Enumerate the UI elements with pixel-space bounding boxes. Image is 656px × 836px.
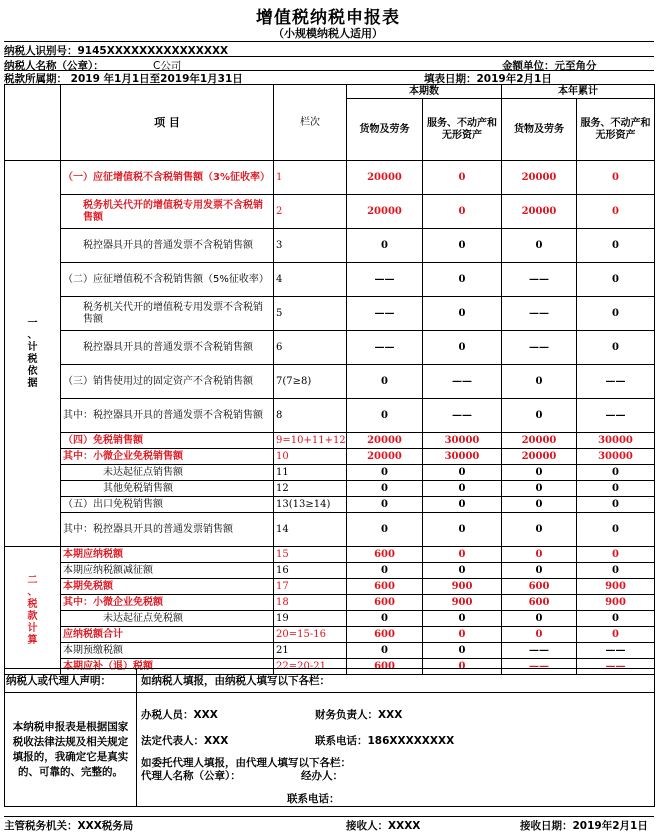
row-item-label: 其中：小微企业免税销售额	[61, 449, 274, 465]
row-item-label: 未达起征点免税额	[61, 611, 274, 627]
current-services-value: 0	[423, 497, 502, 513]
year-goods-value: 20000	[502, 449, 577, 465]
year-goods-value: 0	[502, 465, 577, 481]
current-services-value: 0	[423, 563, 502, 579]
row-line-number: 1	[274, 161, 347, 195]
row-item-label: 本期应补（退）税额	[61, 659, 274, 675]
finance-head: 财务负责人：XXX	[315, 709, 403, 721]
current-services-value: 0	[423, 229, 502, 263]
current-goods-value: 600	[347, 659, 423, 675]
table-row	[5, 195, 655, 229]
current-goods-value: 0	[347, 643, 423, 659]
current-goods-value: 20000	[347, 161, 423, 195]
current-services-value: 0	[423, 465, 502, 481]
section-basis-label: 一 、 计 税 依 据	[5, 161, 61, 547]
year-goods-value: 20000	[502, 195, 577, 229]
row-line-number: 13(13≥14)	[274, 497, 347, 513]
row-line-number: 16	[274, 563, 347, 579]
year-services-value: 900	[577, 579, 655, 595]
current-goods-value: 0	[347, 229, 423, 263]
year-services-value: 0	[577, 547, 655, 563]
current-goods-value: 0	[347, 513, 423, 547]
year-services-value: 0	[577, 331, 655, 365]
row-item-label: 本期应纳税额减征额	[61, 563, 274, 579]
current-goods-value: 600	[347, 595, 423, 611]
current-services-value: 900	[423, 579, 502, 595]
col-header-item: 项 目	[61, 85, 274, 161]
col-header-line: 栏次	[274, 85, 347, 161]
row-item-label: 其中：税控器具开具的普通发票不含税销售额	[61, 399, 274, 433]
row-item-label: 税控器具开具的普通发票不含税销售额	[61, 331, 274, 365]
table-row	[5, 497, 655, 513]
agent-name: 代理人名称（公章）：	[141, 770, 241, 782]
current-goods-value: 20000	[347, 433, 423, 449]
row-item-label: 本期免税额	[61, 579, 274, 595]
current-services-value: 0	[423, 513, 502, 547]
taxpayer-name-label: 纳税人名称（公章）：	[4, 60, 104, 72]
row-line-number: 21	[274, 643, 347, 659]
receiver: 接收人：XXXX	[346, 820, 421, 832]
current-goods-value: 0	[347, 481, 423, 497]
current-services-value: ——	[423, 399, 502, 433]
row-item-label: 税务机关代开的增值税专用发票不含税销售额	[61, 297, 274, 331]
current-goods-value: 0	[347, 497, 423, 513]
row-item-label: （一）应征增值税不含税销售额（3%征收率）	[61, 161, 274, 195]
declaration-label: 纳税人或代理人声明：	[5, 669, 137, 693]
current-services-value: 30000	[423, 449, 502, 465]
year-goods-value: 0	[502, 513, 577, 547]
current-services-value: 0	[423, 659, 502, 675]
year-goods-value: 0	[502, 497, 577, 513]
table-row	[5, 627, 655, 643]
current-services-value: 30000	[423, 433, 502, 449]
year-goods-value: 600	[502, 579, 577, 595]
row-item-label: （四）免税销售额	[61, 433, 274, 449]
legal-representative: 法定代表人：XXX	[141, 735, 229, 747]
row-line-number: 5	[274, 297, 347, 331]
taxpayer-name: C公司	[153, 60, 182, 72]
col-header-services: 服务、不动产和无形资产	[423, 99, 502, 161]
row-item-label: 税务机关代开的增值税专用发票不含税销售额	[61, 195, 274, 229]
year-services-value: 0	[577, 513, 655, 547]
agent-phone: 联系电话：	[287, 793, 340, 805]
row-line-number: 6	[274, 331, 347, 365]
current-services-value: 0	[423, 481, 502, 497]
current-goods-value: 0	[347, 399, 423, 433]
current-goods-value: 600	[347, 579, 423, 595]
row-item-label: 未达起征点销售额	[61, 465, 274, 481]
row-line-number: 17	[274, 579, 347, 595]
current-goods-value: 0	[347, 611, 423, 627]
divider	[4, 816, 654, 817]
current-goods-value: ——	[347, 297, 423, 331]
col-header-goods: 货物及劳务	[502, 99, 577, 161]
year-goods-value: 0	[502, 563, 577, 579]
year-services-value: 0	[577, 161, 655, 195]
year-goods-value: 0	[502, 365, 577, 399]
form-title: 增值税纳税申报表	[256, 8, 400, 28]
year-goods-value: 20000	[502, 433, 577, 449]
year-goods-value: 0	[502, 229, 577, 263]
row-item-label: 其他免税销售额	[61, 481, 274, 497]
taxpayer-fill-note: 如纳税人填报，由纳税人填写以下各栏：	[137, 669, 655, 693]
current-goods-value: 20000	[347, 195, 423, 229]
contact-phone: 联系电话：186XXXXXXXX	[315, 735, 455, 747]
col-header-current: 本期数	[347, 85, 502, 99]
fill-date: 填表日期：2019年2月1日	[424, 73, 552, 85]
year-goods-value: 0	[502, 611, 577, 627]
year-services-value: 0	[577, 497, 655, 513]
year-services-value: 0	[577, 229, 655, 263]
current-services-value: 0	[423, 297, 502, 331]
agent-handler: 经办人：	[301, 770, 343, 782]
table-row	[5, 365, 655, 399]
year-goods-value: ——	[502, 297, 577, 331]
current-goods-value: ——	[347, 331, 423, 365]
row-item-label: 本期预缴税额	[61, 643, 274, 659]
row-item-label: （二）应征增值税不含税销售额（5%征收率）	[61, 263, 274, 297]
agent-fill-note: 如委托代理人填报，由代理人填写以下各栏：	[141, 757, 351, 769]
table-row	[5, 297, 655, 331]
year-goods-value: 0	[502, 547, 577, 563]
current-services-value: 0	[423, 643, 502, 659]
year-services-value: ——	[577, 399, 655, 433]
row-line-number: 11	[274, 465, 347, 481]
table-row	[5, 547, 655, 563]
divider	[4, 56, 654, 57]
year-services-value: 0	[577, 263, 655, 297]
table-row	[5, 611, 655, 627]
row-line-number: 22=20-21	[274, 659, 347, 675]
table-row	[5, 433, 655, 449]
year-services-value: 0	[577, 481, 655, 497]
table-row	[5, 161, 655, 195]
table-row	[5, 595, 655, 611]
row-item-label: 应纳税额合计	[61, 627, 274, 643]
current-services-value: 900	[423, 595, 502, 611]
row-line-number: 4	[274, 263, 347, 297]
table-row	[5, 229, 655, 263]
current-services-value: 0	[423, 611, 502, 627]
tax-authority: 主管税务机关：XXX税务局	[4, 820, 134, 832]
declaration-text: 本纳税申报表是根据国家税收法律法规及相关规定填报的，我确定它是真实的、可靠的、完整的。	[5, 693, 137, 807]
year-goods-value: ——	[502, 659, 577, 675]
current-goods-value: 0	[347, 465, 423, 481]
current-goods-value: 0	[347, 563, 423, 579]
current-services-value: ——	[423, 365, 502, 399]
year-services-value: ——	[577, 365, 655, 399]
row-line-number: 15	[274, 547, 347, 563]
current-goods-value: 20000	[347, 449, 423, 465]
current-services-value: 0	[423, 161, 502, 195]
year-goods-value: 600	[502, 595, 577, 611]
table-row	[5, 263, 655, 297]
year-goods-value: 0	[502, 481, 577, 497]
receive-date: 接收日期：2019年2月1日	[520, 820, 648, 832]
year-services-value: 0	[577, 627, 655, 643]
col-header-services: 服务、不动产和无形资产	[577, 99, 655, 161]
divider	[4, 41, 654, 42]
year-services-value: 0	[577, 297, 655, 331]
col-header-year: 本年累计	[502, 85, 655, 99]
current-services-value: 0	[423, 263, 502, 297]
section-calc-label: 二 、 税 款 计 算	[5, 547, 61, 675]
year-services-value: 900	[577, 595, 655, 611]
row-item-label: 税控器具开具的普通发票不含税销售额	[61, 229, 274, 263]
year-goods-value: 0	[502, 399, 577, 433]
row-item-label: （三）销售使用过的固定资产不含税销售额	[61, 365, 274, 399]
row-item-label: （五）出口免税销售额	[61, 497, 274, 513]
table-row	[5, 643, 655, 659]
year-services-value: 30000	[577, 449, 655, 465]
row-line-number: 2	[274, 195, 347, 229]
row-item-label: 本期应纳税额	[61, 547, 274, 563]
row-line-number: 10	[274, 449, 347, 465]
current-services-value: 0	[423, 195, 502, 229]
col-header-goods: 货物及劳务	[347, 99, 423, 161]
amount-unit: 金额单位：元至角分	[502, 60, 597, 72]
year-services-value: ——	[577, 659, 655, 675]
current-services-value: 0	[423, 627, 502, 643]
year-services-value: 0	[577, 563, 655, 579]
row-line-number: 18	[274, 595, 347, 611]
table-row	[5, 579, 655, 595]
current-goods-value: 600	[347, 627, 423, 643]
taxpayer-id: 纳税人识别号：9145XXXXXXXXXXXXXXX	[4, 45, 229, 57]
table-row	[5, 331, 655, 365]
tax-return-table	[4, 84, 655, 675]
year-services-value: 0	[577, 195, 655, 229]
table-row	[5, 563, 655, 579]
year-goods-value: ——	[502, 331, 577, 365]
row-line-number: 20=15-16	[274, 627, 347, 643]
table-row	[5, 465, 655, 481]
form-subtitle: （小规模纳税人适用）	[273, 27, 383, 40]
current-goods-value: 0	[347, 365, 423, 399]
current-services-value: 0	[423, 547, 502, 563]
table-row	[5, 481, 655, 497]
row-line-number: 19	[274, 611, 347, 627]
row-line-number: 9=10+11+12	[274, 433, 347, 449]
current-goods-value: 600	[347, 547, 423, 563]
current-goods-value: ——	[347, 263, 423, 297]
row-item-label: 其中：小微企业免税额	[61, 595, 274, 611]
declaration-table	[4, 668, 655, 807]
year-goods-value: 0	[502, 627, 577, 643]
year-services-value: 0	[577, 465, 655, 481]
row-line-number: 14	[274, 513, 347, 547]
row-item-label: 其中：税控器具开具的普通发票销售额	[61, 513, 274, 547]
handler: 办税人员：XXX	[141, 709, 218, 721]
row-line-number: 3	[274, 229, 347, 263]
tax-period: 税款所属期： 2019 年1月1日至2019年1月31日	[4, 73, 243, 85]
row-line-number: 7(7≥8)	[274, 365, 347, 399]
year-services-value: 0	[577, 611, 655, 627]
row-line-number: 8	[274, 399, 347, 433]
table-row	[5, 399, 655, 433]
year-services-value: ——	[577, 643, 655, 659]
year-goods-value: 20000	[502, 161, 577, 195]
corner-cell	[5, 85, 61, 161]
table-row	[5, 449, 655, 465]
year-goods-value: ——	[502, 263, 577, 297]
row-line-number: 12	[274, 481, 347, 497]
year-goods-value: ——	[502, 643, 577, 659]
current-services-value: 0	[423, 331, 502, 365]
table-row	[5, 513, 655, 547]
year-services-value: 30000	[577, 433, 655, 449]
